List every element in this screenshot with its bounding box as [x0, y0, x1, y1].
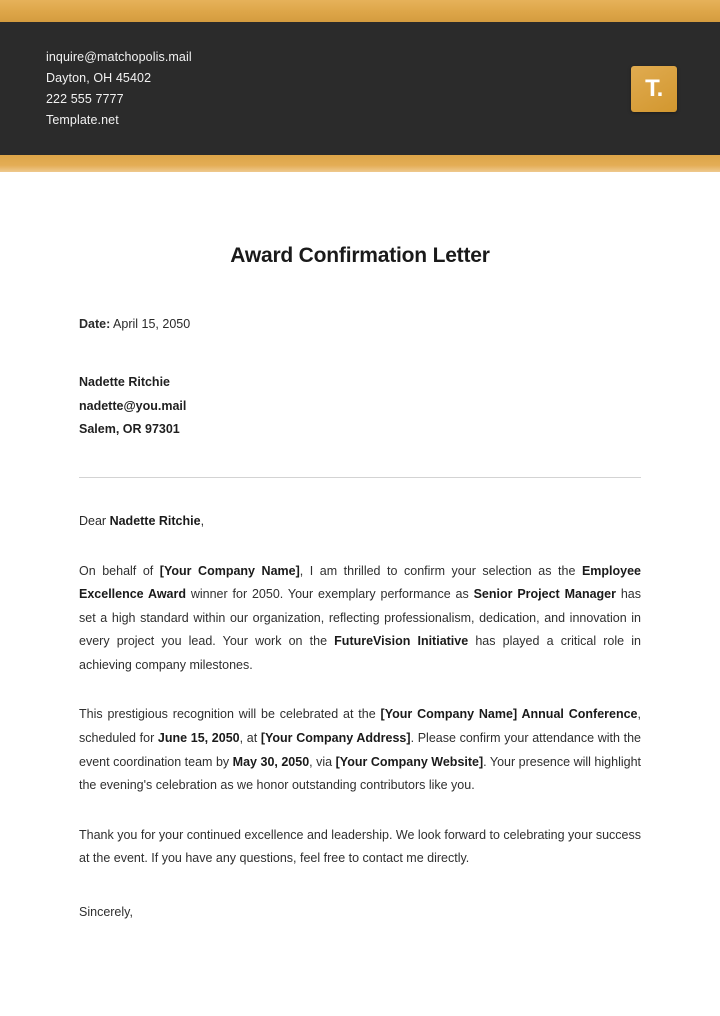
contact-email: inquire@matchopolis.mail: [46, 49, 192, 64]
p2-company-website: [Your Company Website]: [335, 754, 484, 769]
paragraph-2: [79, 703, 641, 797]
p2-text-1: This prestigious recognition will be celebrated at the: [79, 707, 381, 722]
template-net-logo-icon: [631, 66, 677, 112]
salutation-prefix: Dear: [79, 513, 110, 528]
contact-phone: 222 555 7777: [46, 91, 124, 106]
p1-job-title: Senior Project Manager: [473, 587, 616, 602]
recipient-name: Nadette Ritchie: [79, 375, 170, 389]
salutation-suffix: ,: [200, 513, 205, 528]
p1-company-name: [Your Company Name]: [159, 563, 300, 578]
date-label: Date:: [79, 317, 111, 331]
p1-text-2: , I am thrilled to confirm your selection as the: [299, 563, 582, 578]
salutation-name: Nadette Ritchie: [109, 513, 201, 528]
date-line: [79, 315, 641, 333]
recipient-block: [79, 371, 641, 442]
page-title: Award Confirmation Letter: [230, 244, 490, 267]
gold-band-bottom: [0, 155, 720, 172]
date-value: April 15, 2050: [110, 317, 191, 331]
p1-text-5: has played a critical role in achieving company milestones.: [79, 634, 641, 672]
p2-text-5: , via: [309, 754, 336, 769]
p1-text-4: has set a high standard within our organization, reflecting professionalism, dedication, and innovation in every project you lead. Your work on the: [79, 587, 641, 649]
p2-text-3: , at: [239, 731, 261, 746]
letterhead: [0, 0, 720, 172]
contact-block: [46, 49, 192, 129]
contact-address: Dayton, OH 45402: [46, 70, 152, 85]
p1-text-1: On behalf of: [79, 563, 160, 578]
recipient-email: nadette@you.mail: [79, 398, 187, 413]
paragraph-3: [79, 824, 641, 871]
salutation: [79, 512, 641, 530]
letter-body: [0, 244, 720, 921]
p2-text-6: . Your presence will highlight the evening's celebration as we honor outstanding contributors like you.: [79, 754, 641, 793]
p2-text-4: . Please confirm your attendance with the event coordination team by: [79, 731, 642, 769]
recipient-address: Salem, OR 97301: [79, 422, 180, 436]
p3-text-1: Thank you for your continued excellence and leadership. We look forward to celebrating your success at the event. If you have any questions, feel free to contact me directly.: [79, 827, 641, 866]
section-divider: [79, 477, 641, 478]
p2-conference-name: [Your Company Name] Annual Conference: [380, 707, 638, 722]
p2-text-2: , scheduled for: [79, 707, 641, 746]
p2-company-address: [Your Company Address]: [260, 731, 411, 746]
logo-glyph: T.: [645, 74, 663, 102]
p2-event-date: June 15, 2050: [157, 731, 240, 746]
paragraph-1: [79, 560, 641, 678]
gold-band-top: [0, 0, 720, 22]
p1-award-name: Employee Excellence Award: [79, 563, 641, 602]
p2-rsvp-date: May 30, 2050: [232, 754, 310, 769]
p1-initiative-name: FutureVision Initiative: [334, 634, 469, 649]
header-dark-bar: [0, 22, 720, 155]
closing-line: Sincerely,: [79, 905, 133, 920]
contact-website: Template.net: [46, 112, 119, 127]
p1-text-3: winner for 2050. Your exemplary performance as: [186, 587, 474, 602]
